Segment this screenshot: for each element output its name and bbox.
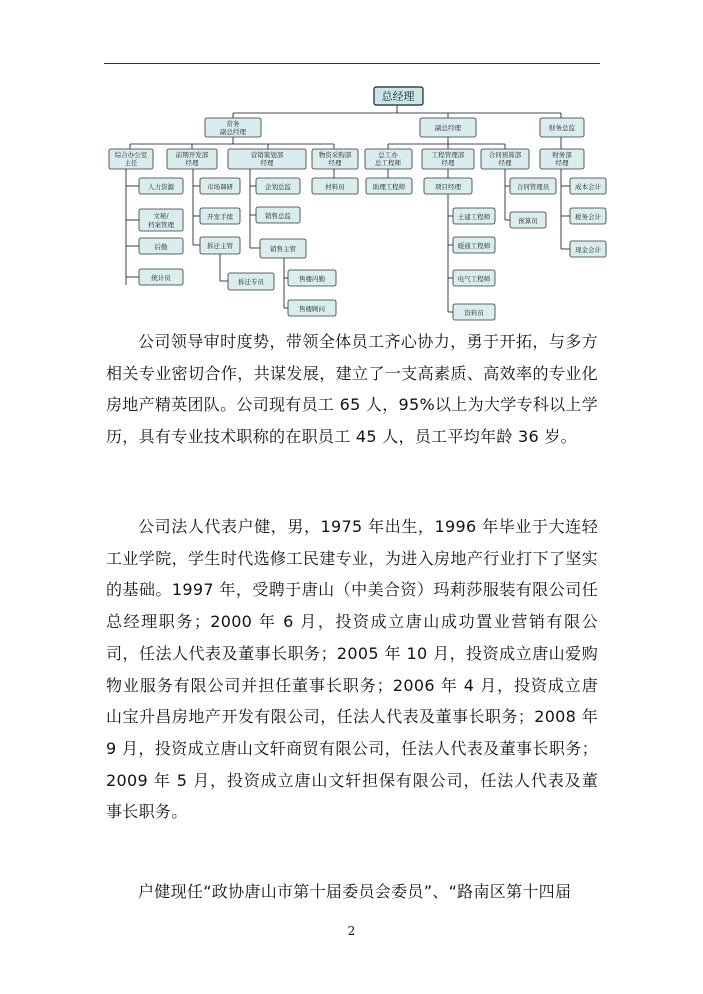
paragraph-legal-rep-bio: 公司法人代表户健，男，1975 年出生，1996 年毕业于大连轻工业学院，学生时代选修工民建专业，为进入房地产行业打下了坚实的基础。1997 年，受聘于唐山（中美合资）玛莉莎服装有限公司任总经理职务；2000 年 6 月，投资成立唐山成功置业营销有限公司，任法人代表及董事长职务；2005 年 10 月，投资成立唐山爱购物业服务有限公司并担任董事长职务；2006 年 4 月，投资成立唐山宝升昌房地产开发有限公司，任法人代表及董事长职务；2008 年 9 月，投资成立唐山文轩商贸有限公司，任法人代表及董事长职务；2009 年 5 月，投资成立唐山文轩担保有限公司，任法人代表及董事长职务。 <box>106 517 598 822</box>
svg-text:销售主管: 销售主管 <box>270 245 296 253</box>
paragraph-team-intro: 公司领导审时度势，带领全体员工齐心协力，勇于开拓，与多方相关专业密切合作，共谋发展，建立了一支高素质、高效率的专业化房地产精英团队。公司现有员工 65 人，95%以上为大学专科以上学历，具有专业技术职称的在职员工 45 人，员工平均年龄 36 岁。 <box>106 332 598 447</box>
org-box-chief-eng <box>365 149 412 169</box>
svg-text:经理: 经理 <box>185 159 199 167</box>
svg-text:销售总监: 销售总监 <box>265 212 291 220</box>
svg-text:拆迁主管: 拆迁主管 <box>207 242 233 250</box>
svg-text:文秘/: 文秘/ <box>153 212 169 220</box>
svg-text:综合办公室: 综合办公室 <box>114 151 148 159</box>
org-box-dev-dept <box>167 149 217 169</box>
svg-text:营销策划部: 营销策划部 <box>250 151 284 159</box>
org-box-finance-dept <box>540 149 584 169</box>
svg-text:暖通工程师: 暖通工程师 <box>457 242 491 250</box>
svg-text:副总经理: 副总经理 <box>220 128 246 136</box>
org-box-budgeter <box>510 212 546 228</box>
paragraph-current-positions: 户健现任“政协唐山市第十届委员会委员”、“路南区第十四届 <box>138 882 572 901</box>
svg-text:合同管理员: 合同管理员 <box>516 183 550 191</box>
org-box-tax-accountant <box>570 208 606 224</box>
svg-text:现金会计: 现金会计 <box>575 246 601 254</box>
svg-text:开发手续: 开发手续 <box>207 213 233 221</box>
svg-text:常务: 常务 <box>226 120 240 128</box>
org-box-material-clerk <box>312 178 358 194</box>
svg-text:电气工程师: 电气工程师 <box>457 275 491 283</box>
org-box-cfo <box>540 118 584 137</box>
org-box-secretary <box>139 209 183 231</box>
svg-text:统计员: 统计员 <box>151 274 171 282</box>
org-box-project-manager <box>424 178 472 194</box>
org-box-ceo <box>374 87 423 105</box>
svg-text:项目经理: 项目经理 <box>435 183 461 191</box>
org-box-hr <box>139 178 183 194</box>
svg-text:主任: 主任 <box>124 159 138 167</box>
svg-text:售楼顾问: 售楼顾问 <box>299 305 325 313</box>
page-number: 2 <box>347 924 356 938</box>
svg-text:前期开发部: 前期开发部 <box>175 151 209 159</box>
org-box-logistics <box>139 238 183 254</box>
svg-text:成本会计: 成本会计 <box>575 183 601 191</box>
org-box-civil-engineer <box>453 208 495 224</box>
svg-text:税务会计: 税务会计 <box>575 213 601 221</box>
org-box-sales-director <box>256 207 300 223</box>
org-box-contract-admin <box>510 178 556 194</box>
svg-text:后勤: 后勤 <box>154 243 168 251</box>
org-box-sales-supervisor <box>260 239 306 258</box>
org-box-marketing-dept <box>228 149 306 169</box>
org-box-electrical-engineer <box>453 270 495 286</box>
svg-text:总工办: 总工办 <box>378 151 398 159</box>
svg-text:企划总监: 企划总监 <box>265 183 291 191</box>
org-box-demolition-supervisor <box>200 237 240 254</box>
svg-text:经理: 经理 <box>328 159 342 167</box>
org-box-statistician <box>139 269 183 285</box>
svg-text:售楼内勤: 售楼内勤 <box>299 275 325 283</box>
org-chart-connectors <box>126 105 570 312</box>
svg-text:工程管理部: 工程管理部 <box>431 151 465 159</box>
org-box-demolition-specialist <box>228 273 274 290</box>
svg-text:经理: 经理 <box>441 159 455 167</box>
org-box-deputy-gm <box>420 118 476 137</box>
svg-text:经理: 经理 <box>260 159 274 167</box>
org-box-sales-consultant <box>288 300 336 316</box>
svg-text:副总经理: 副总经理 <box>435 124 461 132</box>
org-box-vp <box>205 118 261 137</box>
org-box-admin-office <box>109 149 153 169</box>
svg-text:预算员: 预算员 <box>518 217 538 225</box>
org-box-purchase-dept <box>312 149 358 169</box>
svg-text:资料员: 资料员 <box>464 309 484 317</box>
svg-text:助理工程师: 助理工程师 <box>372 183 406 191</box>
org-box-sales-clerk <box>288 270 336 286</box>
org-box-planning-director <box>256 178 300 194</box>
svg-text:市场调研: 市场调研 <box>207 183 233 191</box>
org-box-dev-procedures <box>200 208 240 224</box>
org-chart <box>0 0 703 330</box>
org-ceo-label: 总经理 <box>381 90 415 103</box>
org-box-cash-accountant <box>570 241 606 257</box>
svg-text:经理: 经理 <box>555 159 569 167</box>
svg-text:财务部: 财务部 <box>552 151 572 159</box>
svg-text:总工程师: 总工程师 <box>375 159 401 167</box>
org-box-assistant-engineer <box>366 178 412 194</box>
org-box-contract-dept <box>481 149 529 169</box>
svg-text:财务总监: 财务总监 <box>549 124 575 132</box>
svg-text:材料员: 材料员 <box>325 183 345 191</box>
svg-text:合同预算部: 合同预算部 <box>488 151 522 159</box>
org-box-hvac-engineer <box>453 237 495 253</box>
org-box-eng-dept <box>422 149 474 169</box>
svg-text:档案管理: 档案管理 <box>148 221 174 229</box>
org-box-cost-accountant <box>570 178 606 194</box>
svg-text:物资采购部: 物资采购部 <box>318 151 352 159</box>
org-box-document-clerk <box>453 304 495 320</box>
org-box-market-research <box>200 178 240 194</box>
svg-text:经理: 经理 <box>498 159 512 167</box>
svg-text:土建工程师: 土建工程师 <box>457 213 491 221</box>
svg-text:人力资源: 人力资源 <box>148 183 174 191</box>
svg-text:拆迁专员: 拆迁专员 <box>238 278 264 286</box>
